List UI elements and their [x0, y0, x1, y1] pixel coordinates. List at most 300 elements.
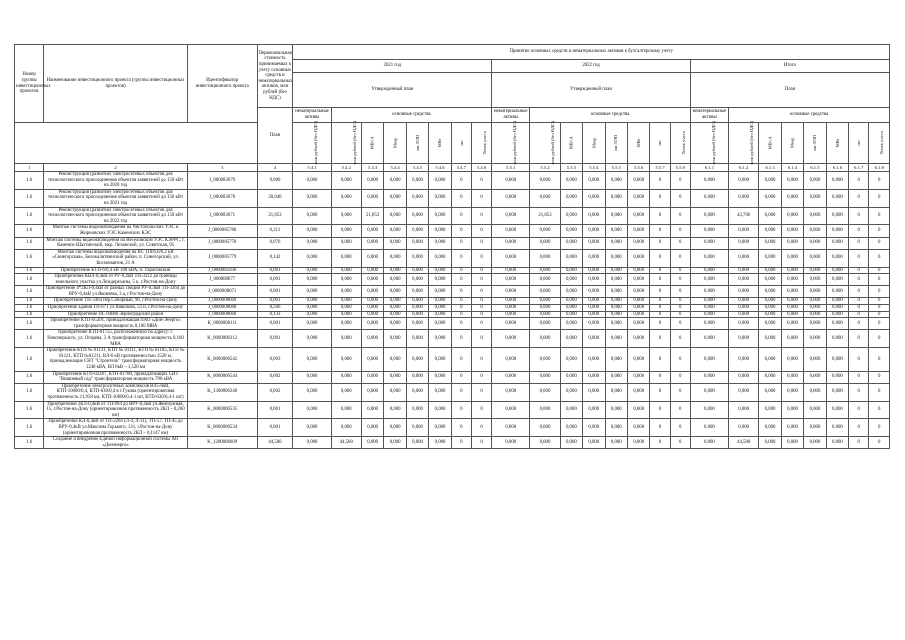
value-cell: 0,000: [384, 348, 406, 371]
value-cell: 0,000: [331, 318, 361, 330]
total-value-cell: 0,000: [826, 172, 848, 190]
value-cell: 0: [650, 249, 670, 267]
value-cell: 0,000: [492, 348, 530, 371]
value-cell: 0: [471, 298, 491, 305]
value-cell: 0,000: [627, 318, 649, 330]
value-cell: 0,000: [406, 274, 428, 286]
index-cell: 5.5.5: [605, 164, 627, 172]
value-cell: 0,000: [384, 225, 406, 237]
value-cell: 0: [471, 330, 491, 348]
value-cell: 0: [650, 305, 670, 312]
value-cell: 0,000: [583, 249, 605, 267]
total-value-cell: 0: [869, 330, 890, 348]
value-cell: 0,000: [429, 237, 451, 249]
header-fixed-2022: основные средства: [530, 108, 691, 123]
value-cell: 0,000: [560, 348, 582, 371]
value-cell: 0,000: [492, 437, 530, 449]
value-cell: 0,000: [331, 419, 361, 437]
value-cell: 0,000: [293, 383, 331, 401]
total-value-cell: 0,000: [759, 274, 781, 286]
value-cell: 0: [670, 419, 690, 437]
initial-cost-cell: 0,001: [257, 330, 293, 348]
total-value-cell: 0,000: [690, 348, 728, 371]
total-value-cell: 0: [869, 401, 890, 419]
project-id-cell: K_1200006609: [187, 437, 257, 449]
total-value-cell: 44,500: [729, 437, 759, 449]
total-value-cell: 0,000: [759, 249, 781, 267]
value-cell: 0,000: [331, 305, 361, 312]
total-value-cell: 0,000: [759, 437, 781, 449]
value-cell: 0,000: [384, 249, 406, 267]
value-cell: 0: [650, 286, 670, 298]
value-cell: 0: [650, 437, 670, 449]
value-cell: 0,000: [361, 371, 383, 383]
value-cell: 0: [451, 172, 471, 190]
total-value-cell: 0,000: [690, 286, 728, 298]
total-value-cell: 0,000: [759, 401, 781, 419]
total-value-cell: 0: [849, 348, 869, 371]
value-cell: 0,000: [605, 237, 627, 249]
value-cell: 0,000: [406, 237, 428, 249]
value-cell: 0,000: [406, 371, 428, 383]
initial-cost-cell: 0,003: [257, 348, 293, 371]
group-number-cell: 1.6: [15, 318, 44, 330]
initial-cost-cell: 21,853: [257, 207, 293, 225]
unit-header-cell: Мвар: [583, 123, 605, 164]
project-id-cell: I_000083678: [187, 189, 257, 207]
total-value-cell: 0,000: [781, 401, 803, 419]
total-value-cell: 0,000: [781, 348, 803, 371]
unit-header-cell: км ЛЭП: [406, 123, 428, 164]
value-cell: 0,000: [293, 286, 331, 298]
value-cell: 0,000: [293, 298, 331, 305]
group-number-cell: 1.6: [15, 207, 44, 225]
value-cell: 0,000: [429, 383, 451, 401]
value-cell: 0,000: [560, 401, 582, 419]
initial-cost-cell: 0,002: [257, 383, 293, 401]
total-value-cell: 0,000: [804, 318, 826, 330]
value-cell: 0,000: [492, 330, 530, 348]
unit-header-cell: шт: [650, 123, 670, 164]
group-number-cell: 1.6: [15, 172, 44, 190]
value-cell: 0: [650, 172, 670, 190]
index-cell: 3: [187, 164, 257, 172]
total-value-cell: 0: [849, 237, 869, 249]
value-cell: 0: [471, 172, 491, 190]
unit-header-cell: Мвар: [384, 123, 406, 164]
unit-header-cell: Точек учета: [869, 123, 890, 164]
value-cell: 0,000: [583, 274, 605, 286]
value-cell: 0: [451, 383, 471, 401]
total-value-cell: 0,000: [804, 383, 826, 401]
group-number-cell: 1.6: [15, 311, 44, 318]
total-value-cell: 0,000: [759, 371, 781, 383]
project-name-cell: Реконструкция (развитие) электросетевых объектов для технологического присоединения объектов заявителей до 150 кВт на 2020 год: [44, 172, 188, 190]
value-cell: 0,000: [492, 311, 530, 318]
value-cell: 0,000: [384, 298, 406, 305]
total-value-cell: 0,000: [690, 383, 728, 401]
value-cell: 0: [451, 207, 471, 225]
value-cell: 0: [451, 330, 471, 348]
project-id-cell: J_0000008660: [187, 311, 257, 318]
total-value-cell: 0,000: [781, 419, 803, 437]
initial-cost-cell: 0,001: [257, 419, 293, 437]
header-intangible-2021: нематериальные активы: [293, 108, 331, 123]
total-value-cell: 0,000: [804, 249, 826, 267]
value-cell: 0,000: [384, 383, 406, 401]
initial-cost-cell: 0,001: [257, 274, 293, 286]
value-cell: 0: [471, 401, 491, 419]
value-cell: 0,000: [361, 298, 383, 305]
value-cell: 0,000: [492, 298, 530, 305]
value-cell: 0,000: [605, 267, 627, 274]
table-row: [15, 437, 890, 449]
total-value-cell: 0,000: [781, 371, 803, 383]
total-value-cell: 0,000: [729, 371, 759, 383]
total-value-cell: 0,000: [826, 225, 848, 237]
value-cell: 0,000: [605, 286, 627, 298]
value-cell: 0: [451, 267, 471, 274]
value-cell: 0,000: [492, 318, 530, 330]
total-value-cell: 0,000: [804, 401, 826, 419]
index-cell: 5.5.4: [583, 164, 605, 172]
value-cell: 0,000: [530, 225, 560, 237]
value-cell: 0,000: [384, 419, 406, 437]
value-cell: 0,000: [429, 225, 451, 237]
index-cell: 5.5.2: [530, 164, 560, 172]
value-cell: 0: [451, 305, 471, 312]
total-value-cell: 0,000: [826, 330, 848, 348]
table-row: [15, 249, 890, 267]
value-cell: 0,000: [331, 189, 361, 207]
total-value-cell: 0,000: [759, 305, 781, 312]
value-cell: 0,000: [384, 207, 406, 225]
total-value-cell: 0: [849, 225, 869, 237]
value-cell: 0,000: [429, 286, 451, 298]
total-value-cell: 0,000: [690, 401, 728, 419]
value-cell: 0,000: [293, 311, 331, 318]
total-value-cell: 0,000: [826, 305, 848, 312]
value-cell: 0,000: [406, 249, 428, 267]
value-cell: 0: [650, 318, 670, 330]
value-cell: 0,000: [492, 371, 530, 383]
value-cell: 0: [670, 225, 690, 237]
value-cell: 0,000: [492, 249, 530, 267]
total-value-cell: 0,000: [804, 225, 826, 237]
index-cell: 1: [15, 164, 44, 172]
value-cell: 0: [650, 330, 670, 348]
initial-cost-cell: 20,040: [257, 189, 293, 207]
total-value-cell: 0,000: [781, 207, 803, 225]
value-cell: 0: [471, 274, 491, 286]
group-number-cell: 1.6: [15, 383, 44, 401]
initial-cost-cell: 9,000: [257, 172, 293, 190]
value-cell: 0,000: [361, 286, 383, 298]
index-cell: 5.4.2: [331, 164, 361, 172]
group-number-cell: 1.6: [15, 237, 44, 249]
total-value-cell: 0: [849, 298, 869, 305]
index-cell: 6.1.3: [759, 164, 781, 172]
value-cell: 0: [670, 383, 690, 401]
project-id-cell: J_0000085780: [187, 225, 257, 237]
value-cell: 0,000: [627, 383, 649, 401]
total-value-cell: 0: [869, 225, 890, 237]
total-value-cell: 0: [849, 249, 869, 267]
table-row: [15, 225, 890, 237]
total-value-cell: 0,000: [690, 371, 728, 383]
value-cell: 0,000: [361, 172, 383, 190]
value-cell: 0,000: [293, 305, 331, 312]
project-id-cell: I_000083679: [187, 172, 257, 190]
value-cell: 0,000: [429, 419, 451, 437]
total-value-cell: 0: [849, 419, 869, 437]
value-cell: 0,000: [627, 437, 649, 449]
index-cell: 5.5.6: [627, 164, 649, 172]
total-value-cell: 0: [849, 401, 869, 419]
table-row: [15, 318, 890, 330]
index-cell: 5.4.7: [451, 164, 471, 172]
value-cell: 0,000: [560, 249, 582, 267]
total-value-cell: 0,000: [826, 274, 848, 286]
index-cell: 6.1.1: [690, 164, 728, 172]
value-cell: 0,000: [492, 189, 530, 207]
total-value-cell: 0: [869, 419, 890, 437]
value-cell: 0,000: [560, 225, 582, 237]
value-cell: 0: [451, 298, 471, 305]
value-cell: 0: [451, 348, 471, 371]
group-number-cell: 1.6: [15, 274, 44, 286]
unit-header-cell: МВ×А: [361, 123, 383, 164]
total-value-cell: 0: [869, 305, 890, 312]
total-value-cell: 0: [869, 371, 890, 383]
unit-header-cell: млн рублей (без НДС): [690, 123, 728, 164]
value-cell: 0: [451, 237, 471, 249]
total-value-cell: 0: [869, 348, 890, 371]
value-cell: 0,000: [429, 274, 451, 286]
total-value-cell: 0,000: [729, 330, 759, 348]
value-cell: 0,000: [583, 305, 605, 312]
value-cell: 0: [471, 305, 491, 312]
value-cell: 0,000: [429, 318, 451, 330]
total-value-cell: 0,000: [759, 330, 781, 348]
header-approved-plan-2021: Утвержденный план: [293, 73, 492, 108]
value-cell: 0,000: [293, 330, 331, 348]
total-value-cell: 0,000: [804, 330, 826, 348]
initial-cost-cell: 0,133: [257, 311, 293, 318]
total-value-cell: 0,000: [690, 274, 728, 286]
value-cell: 0,000: [560, 305, 582, 312]
value-cell: 0,000: [406, 298, 428, 305]
value-cell: 0,000: [384, 189, 406, 207]
value-cell: 0,000: [293, 267, 331, 274]
value-cell: 0,000: [361, 383, 383, 401]
project-name-cell: Монтаж системы видеонаблюдения на Веселовском УЭС КЭРРС, г. Каменск-Шахтинский, мкр. Лиховской, ул. Советская, 95: [44, 237, 188, 249]
total-value-cell: 0,000: [804, 286, 826, 298]
value-cell: 0,000: [605, 437, 627, 449]
value-cell: 0,000: [384, 330, 406, 348]
value-cell: 0,000: [384, 311, 406, 318]
value-cell: 0: [451, 311, 471, 318]
unit-header-cell: км ЛЭП: [804, 123, 826, 164]
group-number-cell: 1.6: [15, 267, 44, 274]
total-value-cell: 0: [849, 330, 869, 348]
total-value-cell: 0,000: [826, 207, 848, 225]
index-cell: 2: [44, 164, 188, 172]
total-value-cell: 0,000: [826, 267, 848, 274]
value-cell: 0,000: [331, 348, 361, 371]
total-value-cell: 0: [849, 383, 869, 401]
value-cell: 0,000: [627, 207, 649, 225]
project-name-cell: Монтаж системы видеонаблюдения на ВС 110/6,6/6,2 кВ «Синегорская», Белокалитвинский район, п. Синегорский, ул. Космонавтов, 21 А: [44, 249, 188, 267]
value-cell: 0,000: [492, 225, 530, 237]
table-row: [15, 207, 890, 225]
value-cell: 0: [451, 274, 471, 286]
project-id-cell: K_0000006544: [187, 371, 257, 383]
value-cell: 0,000: [429, 249, 451, 267]
value-cell: 0: [471, 383, 491, 401]
value-cell: 0,000: [406, 305, 428, 312]
value-cell: 0: [451, 419, 471, 437]
total-value-cell: 0,000: [781, 237, 803, 249]
total-value-cell: 0: [869, 189, 890, 207]
unit-header-cell: млн рублей (без НДС): [492, 123, 530, 164]
value-cell: 0,000: [361, 189, 383, 207]
value-cell: 0,000: [560, 330, 582, 348]
value-cell: 0,000: [429, 311, 451, 318]
total-value-cell: 0,000: [781, 267, 803, 274]
total-value-cell: 0,000: [729, 311, 759, 318]
total-value-cell: 0: [869, 437, 890, 449]
project-name-cell: Создание и внедрение Единой информационной системы АО «Донэнерго»: [44, 437, 188, 449]
index-cell: 5.5.7: [650, 164, 670, 172]
value-cell: 0: [471, 249, 491, 267]
value-cell: 0: [451, 225, 471, 237]
unit-header-cell: МВ×А: [759, 123, 781, 164]
value-cell: 0: [650, 207, 670, 225]
value-cell: 0,000: [406, 419, 428, 437]
value-cell: 0,000: [331, 267, 361, 274]
value-cell: 0,000: [429, 330, 451, 348]
value-cell: 0,000: [406, 330, 428, 348]
value-cell: 0: [670, 237, 690, 249]
value-cell: 0,000: [361, 267, 383, 274]
total-value-cell: 0,000: [804, 348, 826, 371]
total-value-cell: 0,000: [781, 298, 803, 305]
total-value-cell: 43,706: [729, 207, 759, 225]
header-intangible-2022: нематериальные активы: [492, 108, 530, 123]
value-cell: 0,000: [560, 172, 582, 190]
total-value-cell: 0,000: [729, 249, 759, 267]
project-id-cell: K_0000006312: [187, 330, 257, 348]
index-cell: 5.4.8: [471, 164, 491, 172]
value-cell: 0,000: [583, 267, 605, 274]
total-value-cell: 0,000: [729, 172, 759, 190]
total-value-cell: 0,000: [826, 419, 848, 437]
total-value-cell: 0: [849, 318, 869, 330]
value-cell: 0,000: [406, 318, 428, 330]
project-name-cell: Приобретение ТП-3364 пер.Соборный, 96, г.Ростов-на-Дону: [44, 298, 188, 305]
value-cell: 0,000: [293, 189, 331, 207]
value-cell: 0,000: [293, 249, 331, 267]
total-value-cell: 0: [869, 274, 890, 286]
header-project-name: Наименование инвестиционного проекта (группы инвестиционных проектов): [44, 45, 188, 123]
value-cell: 0,000: [560, 311, 582, 318]
table-row: [15, 383, 890, 401]
value-cell: 0,000: [406, 383, 428, 401]
value-cell: 0: [670, 189, 690, 207]
value-cell: 0,000: [429, 298, 451, 305]
total-value-cell: 0,000: [826, 311, 848, 318]
index-cell: 5.4.3: [361, 164, 383, 172]
total-value-cell: 0,000: [781, 330, 803, 348]
total-value-cell: 0,000: [804, 371, 826, 383]
value-cell: 0,000: [583, 401, 605, 419]
value-cell: 0,000: [605, 371, 627, 383]
value-cell: 0,000: [492, 172, 530, 190]
total-value-cell: 0,000: [729, 419, 759, 437]
value-cell: 0,000: [429, 348, 451, 371]
value-cell: 0,000: [331, 207, 361, 225]
table-row: [15, 348, 890, 371]
value-cell: 0,000: [293, 207, 331, 225]
value-cell: 0,000: [605, 383, 627, 401]
table-row: [15, 267, 890, 274]
total-value-cell: 0: [869, 286, 890, 298]
value-cell: 0,000: [361, 318, 383, 330]
value-cell: 0,000: [583, 318, 605, 330]
total-value-cell: 0: [869, 172, 890, 190]
value-cell: 0: [670, 330, 690, 348]
value-cell: 0,000: [605, 311, 627, 318]
project-name-cell: Приобретение КТП-01755, расположенную по адресу: г. Новочеркасск, ул. Огарева, 3 А трансформаторная мощность 0,160 МВА: [44, 330, 188, 348]
value-cell: 0,000: [384, 437, 406, 449]
group-number-cell: 1.6: [15, 225, 44, 237]
initial-cost-cell: 0,001: [257, 298, 293, 305]
value-cell: 0,000: [361, 225, 383, 237]
total-value-cell: 0,000: [729, 298, 759, 305]
header-group-number: Номер группы инвестиционных проектов: [15, 45, 44, 123]
index-cell: 6.1.6: [826, 164, 848, 172]
value-cell: 0,000: [530, 419, 560, 437]
total-value-cell: 0,000: [729, 383, 759, 401]
value-cell: 0,000: [627, 305, 649, 312]
project-id-cell: K_0000006542: [187, 348, 257, 371]
value-cell: 0: [670, 267, 690, 274]
value-cell: 44,500: [331, 437, 361, 449]
group-number-cell: 1.6: [15, 401, 44, 419]
total-value-cell: 0,000: [729, 286, 759, 298]
header-fixed-2021: основные средства: [331, 108, 492, 123]
header-year-2021: 2021 год: [293, 60, 492, 73]
investment-table-sheet: [14, 44, 890, 449]
value-cell: 0,000: [361, 419, 383, 437]
total-value-cell: 0: [849, 274, 869, 286]
total-value-cell: 0: [849, 189, 869, 207]
value-cell: 0: [451, 189, 471, 207]
value-cell: 0,000: [605, 318, 627, 330]
table-row: [15, 274, 890, 286]
value-cell: 0,000: [583, 207, 605, 225]
value-cell: 0,000: [560, 286, 582, 298]
value-cell: 0,000: [530, 305, 560, 312]
value-cell: 0,000: [627, 330, 649, 348]
total-value-cell: 0,000: [826, 401, 848, 419]
value-cell: 0: [670, 401, 690, 419]
total-value-cell: 0,000: [759, 419, 781, 437]
total-value-cell: 0,000: [826, 437, 848, 449]
value-cell: 0,000: [384, 237, 406, 249]
total-value-cell: 0,000: [729, 274, 759, 286]
